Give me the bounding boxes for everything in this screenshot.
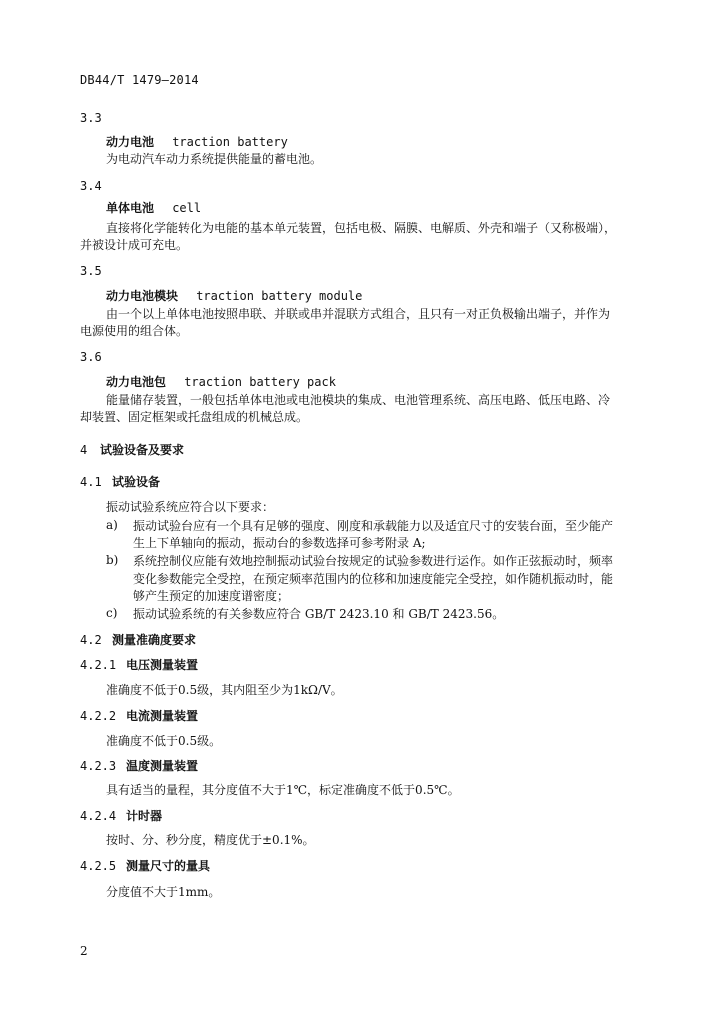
clause-number: 4.2.4 — [80, 809, 117, 823]
subsection-title: 测量准确度要求 — [112, 633, 197, 647]
clause-text: 准确度不低于0.5级，其内阻至少为1kΩ/V。 — [106, 683, 343, 697]
term-number: 3.3 — [80, 111, 102, 125]
term-number: 3.5 — [80, 264, 102, 278]
term-number: 3.6 — [80, 350, 102, 364]
term-english: traction battery — [172, 135, 288, 149]
clause-heading — [80, 708, 198, 724]
term-definition-cont: 却装置、固定框架或托盘组成的机械总成。 — [80, 410, 309, 424]
clause-title: 温度测量装置 — [126, 759, 199, 773]
term-heading — [106, 200, 201, 216]
page-number: 2 — [80, 944, 88, 958]
clause-text: 准确度不低于0.5级。 — [106, 734, 222, 748]
clause-number: 4.2.3 — [80, 759, 117, 773]
clause-text: 按时、分、秒分度，精度优于±0.1%。 — [106, 833, 315, 847]
clause-title: 电压测量装置 — [126, 658, 199, 672]
clause-heading — [80, 858, 210, 874]
clause-title: 电流测量装置 — [126, 709, 199, 723]
list-item-label: b) — [106, 553, 119, 567]
term-chinese: 单体电池 — [106, 201, 155, 215]
term-heading — [106, 288, 362, 304]
clause-heading — [80, 808, 162, 824]
clause-number: 4.2.1 — [80, 658, 117, 672]
term-definition: 为电动汽车动力系统提供能量的蓄电池。 — [106, 152, 323, 166]
section-number: 4 — [80, 443, 88, 457]
clause-title: 计时器 — [126, 809, 163, 823]
list-item-text: 振动试验系统的有关参数应符合 GB/T 2423.10 和 GB/T 2423.56。 — [133, 607, 505, 621]
term-definition-cont: 并被设计成可充电。 — [80, 238, 189, 252]
subsection-heading — [80, 474, 160, 490]
clause-text: 分度值不大于1mm。 — [106, 885, 221, 899]
term-english: traction battery pack — [184, 375, 336, 389]
section-heading — [80, 442, 184, 458]
term-heading — [106, 134, 288, 150]
term-definition-cont: 电源使用的组合体。 — [80, 324, 189, 338]
clause-number: 4.2.2 — [80, 709, 117, 723]
list-item-label: a) — [106, 518, 118, 532]
clause-heading — [80, 657, 198, 673]
term-chinese: 动力电池模块 — [106, 289, 179, 303]
subsection-heading — [80, 632, 196, 648]
section-title: 试验设备及要求 — [100, 443, 185, 457]
list-item-label: c) — [106, 606, 118, 620]
clause-title: 测量尺寸的量具 — [126, 859, 211, 873]
clause-heading — [80, 758, 198, 774]
list-item-text: 振动试验台应有一个具有足够的强度、刚度和承载能力以及适宜尺寸的安装台面，至少能产 — [133, 519, 614, 533]
clause-text: 具有适当的量程，其分度值不大于1℃，标定准确度不低于0.5℃。 — [106, 783, 460, 797]
term-number: 3.4 — [80, 179, 102, 193]
subsection-number: 4.1 — [80, 475, 102, 489]
list-item-text: 生上下单轴向的振动，振动台的参数选择可参考附录 A; — [133, 536, 426, 550]
term-chinese: 动力电池 — [106, 135, 155, 149]
term-english: cell — [172, 201, 202, 215]
term-chinese: 动力电池包 — [106, 375, 167, 389]
subsection-title: 试验设备 — [112, 475, 161, 489]
term-definition: 由一个以上单体电池按照串联、并联或串并混联方式组合，且只有一对正负极输出端子，并作为 — [106, 307, 611, 321]
paragraph-intro: 振动试验系统应符合以下要求： — [106, 500, 275, 514]
list-item-text: 够产生预定的加速度谱密度； — [133, 589, 290, 603]
list-item-text: 系统控制仪应能有效地控制振动试验台按规定的试验参数进行运作。如作正弦振动时，频率 — [133, 554, 614, 568]
term-heading — [106, 374, 336, 390]
list-item-text: 变化参数能完全受控，在预定频率范围内的位移和加速度能完全受控，如作随机振动时，能 — [133, 572, 614, 586]
term-english: traction battery module — [196, 289, 363, 303]
subsection-number: 4.2 — [80, 633, 102, 647]
clause-number: 4.2.5 — [80, 859, 117, 873]
term-definition: 直接将化学能转化为电能的基本单元装置，包括电极、隔膜、电解质、外壳和端子（又称极端）， — [106, 221, 617, 235]
document-id: DB44/T 1479—2014 — [80, 73, 199, 87]
term-definition: 能量储存装置，一般包括单体电池或电池模块的集成、电池管理系统、高压电路、低压电路、冷 — [106, 393, 611, 407]
